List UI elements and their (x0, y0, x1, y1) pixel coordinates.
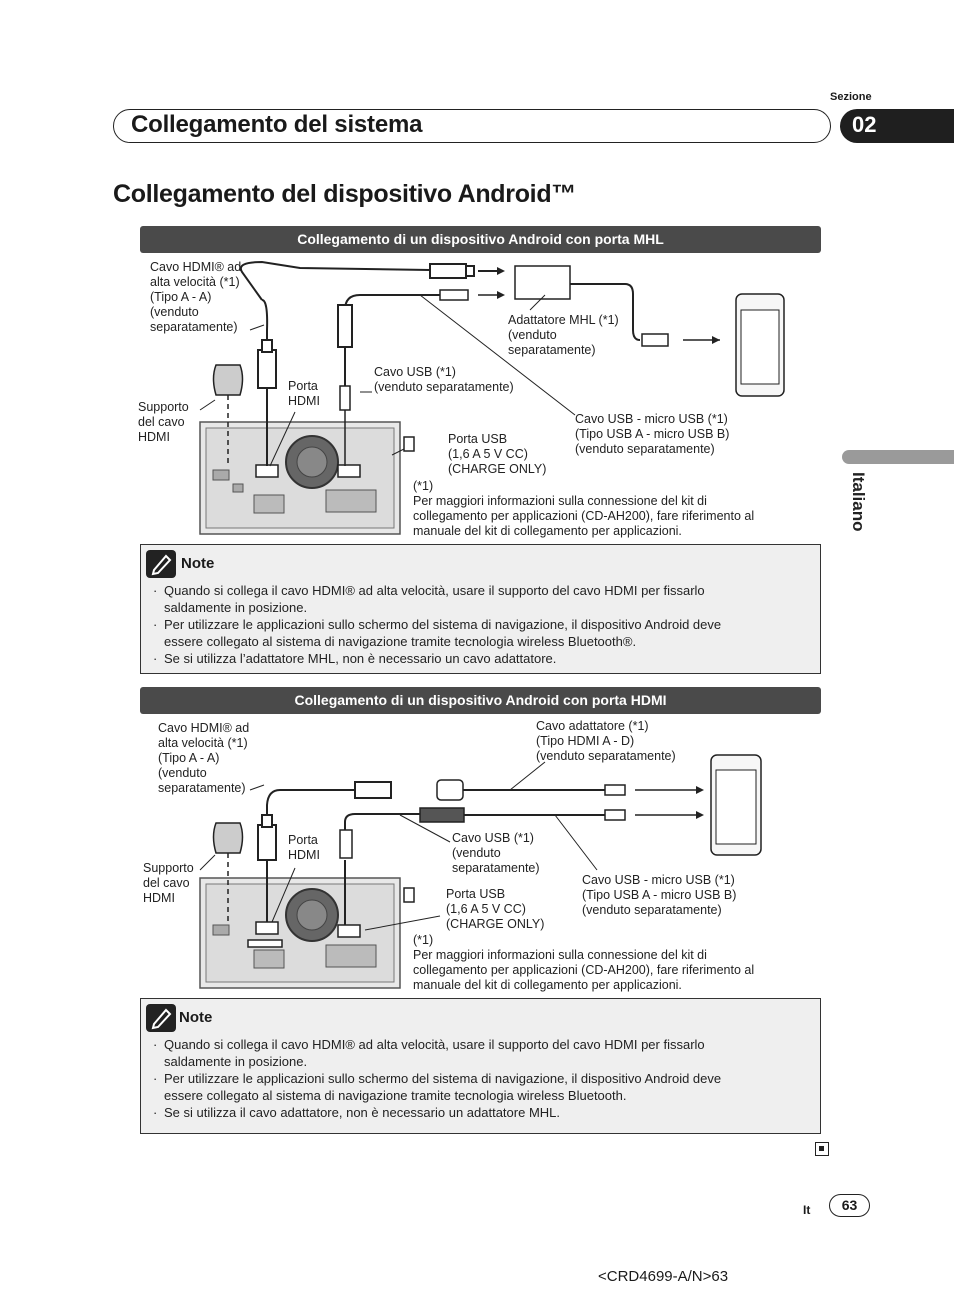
hdmi-hdmi-cable-label: Cavo HDMI® ad alta velocità (*1) (Tipo A - A) (venduto separatamente) (158, 721, 250, 795)
pencil-icon (146, 550, 176, 578)
mhl-usb-port-label: Porta USB (1,6 A 5 V CC) (CHARGE ONLY) (448, 432, 547, 476)
document-code: <CRD4699-A/N>63 (598, 1268, 729, 1285)
end-of-section-mark (815, 1142, 829, 1156)
language-code: It (803, 1203, 811, 1217)
note-heading: Note (181, 555, 215, 572)
note-bullet: · (153, 651, 158, 666)
mhl-footnote: (*1) Per maggiori informazioni sulla connessione del kit di collegamento per applicazioni (CD-AH200), fare riferimento al manuale del kit di collegamento per applicazioni. (413, 479, 755, 538)
hdmi-hdmi-port-label: Porta HDMI (288, 833, 320, 862)
note-item: Per utilizzare le applicazioni sullo schermo del sistema di navigazione, il dispositivo Android deve essere collegato al sistema di navigazione tramite tecnologia wireless Bluetooth®. (164, 617, 722, 649)
mhl-section-bar: Collegamento di un dispositivo Android con porta MHL (140, 226, 821, 253)
page-title: Collegamento del dispositivo Android™ (113, 180, 576, 208)
hdmi-micro-usb-label: Cavo USB - micro USB (*1) (Tipo USB A - micro USB B) (venduto separatamente) (582, 873, 737, 917)
mhl-support-label: Supporto del cavo HDMI (138, 400, 189, 444)
hdmi-section-bar: Collegamento di un dispositivo Android con porta HDMI (140, 687, 821, 714)
note-bullet: · (153, 1071, 158, 1086)
pencil-icon (146, 1004, 176, 1032)
mhl-usb-cable-label: Cavo USB (*1) (venduto separatamente) (374, 365, 514, 394)
note-heading: Note (179, 1009, 213, 1026)
note-item: Quando si collega il cavo HDMI® ad alta velocità, usare il supporto del cavo HDMI per fissarlo saldamente in posizione. (164, 1037, 705, 1069)
hdmi-usb-port-label: Porta USB (1,6 A 5 V CC) (CHARGE ONLY) (446, 887, 545, 931)
mhl-adapter-label: Adattatore MHL (*1) (venduto separatamente) (508, 313, 619, 357)
mhl-hdmi-cable-label: Cavo HDMI® ad alta velocità (*1) (Tipo A - A) (venduto separatamente) (150, 260, 242, 334)
mhl-hdmi-port-label: Porta HDMI (288, 379, 320, 408)
note-item: Se si utilizza l’adattatore MHL, non è necessario un cavo adattatore. (164, 651, 557, 666)
section-number: 02 (852, 112, 877, 137)
note-box-2 (140, 998, 821, 1134)
note-item: Se si utilizza il cavo adattatore, non è necessario un adattatore MHL. (164, 1105, 560, 1120)
section-label: Sezione (830, 91, 872, 103)
hdmi-adapter-cable-label: Cavo adattatore (*1) (Tipo HDMI A - D) (venduto separatamente) (536, 719, 676, 763)
page-number: 63 (829, 1194, 870, 1217)
note-item: Per utilizzare le applicazioni sullo schermo del sistema di navigazione, il dispositivo Android deve essere collegato al sistema di navigazione tramite tecnologia wireless Bluetooth. (164, 1071, 722, 1103)
note-item: Quando si collega il cavo HDMI® ad alta velocità, usare il supporto del cavo HDMI per fissarlo saldamente in posizione. (164, 583, 705, 615)
note-bullet: · (153, 1037, 158, 1052)
hdmi-head-unit-illustration (200, 878, 400, 988)
note-box-1 (140, 544, 821, 674)
note-bullet: · (153, 617, 158, 632)
hdmi-support-label: Supporto del cavo HDMI (143, 861, 194, 905)
mhl-micro-usb-label: Cavo USB - micro USB (*1) (Tipo USB A - micro USB B) (venduto separatamente) (575, 412, 730, 456)
note-bullet: · (153, 583, 158, 598)
note-bullet: · (153, 1105, 158, 1120)
hdmi-footnote: (*1) Per maggiori informazioni sulla connessione del kit di collegamento per applicazioni (CD-AH200), fare riferimento al manuale del kit di collegamento per applicazioni. (413, 933, 755, 992)
mhl-head-unit-illustration (200, 422, 400, 534)
hdmi-usb-cable-label: Cavo USB (*1) (venduto separatamente) (452, 831, 540, 875)
side-tab-language: Italiano (849, 472, 868, 532)
chapter-title: Collegamento del sistema (131, 111, 423, 138)
